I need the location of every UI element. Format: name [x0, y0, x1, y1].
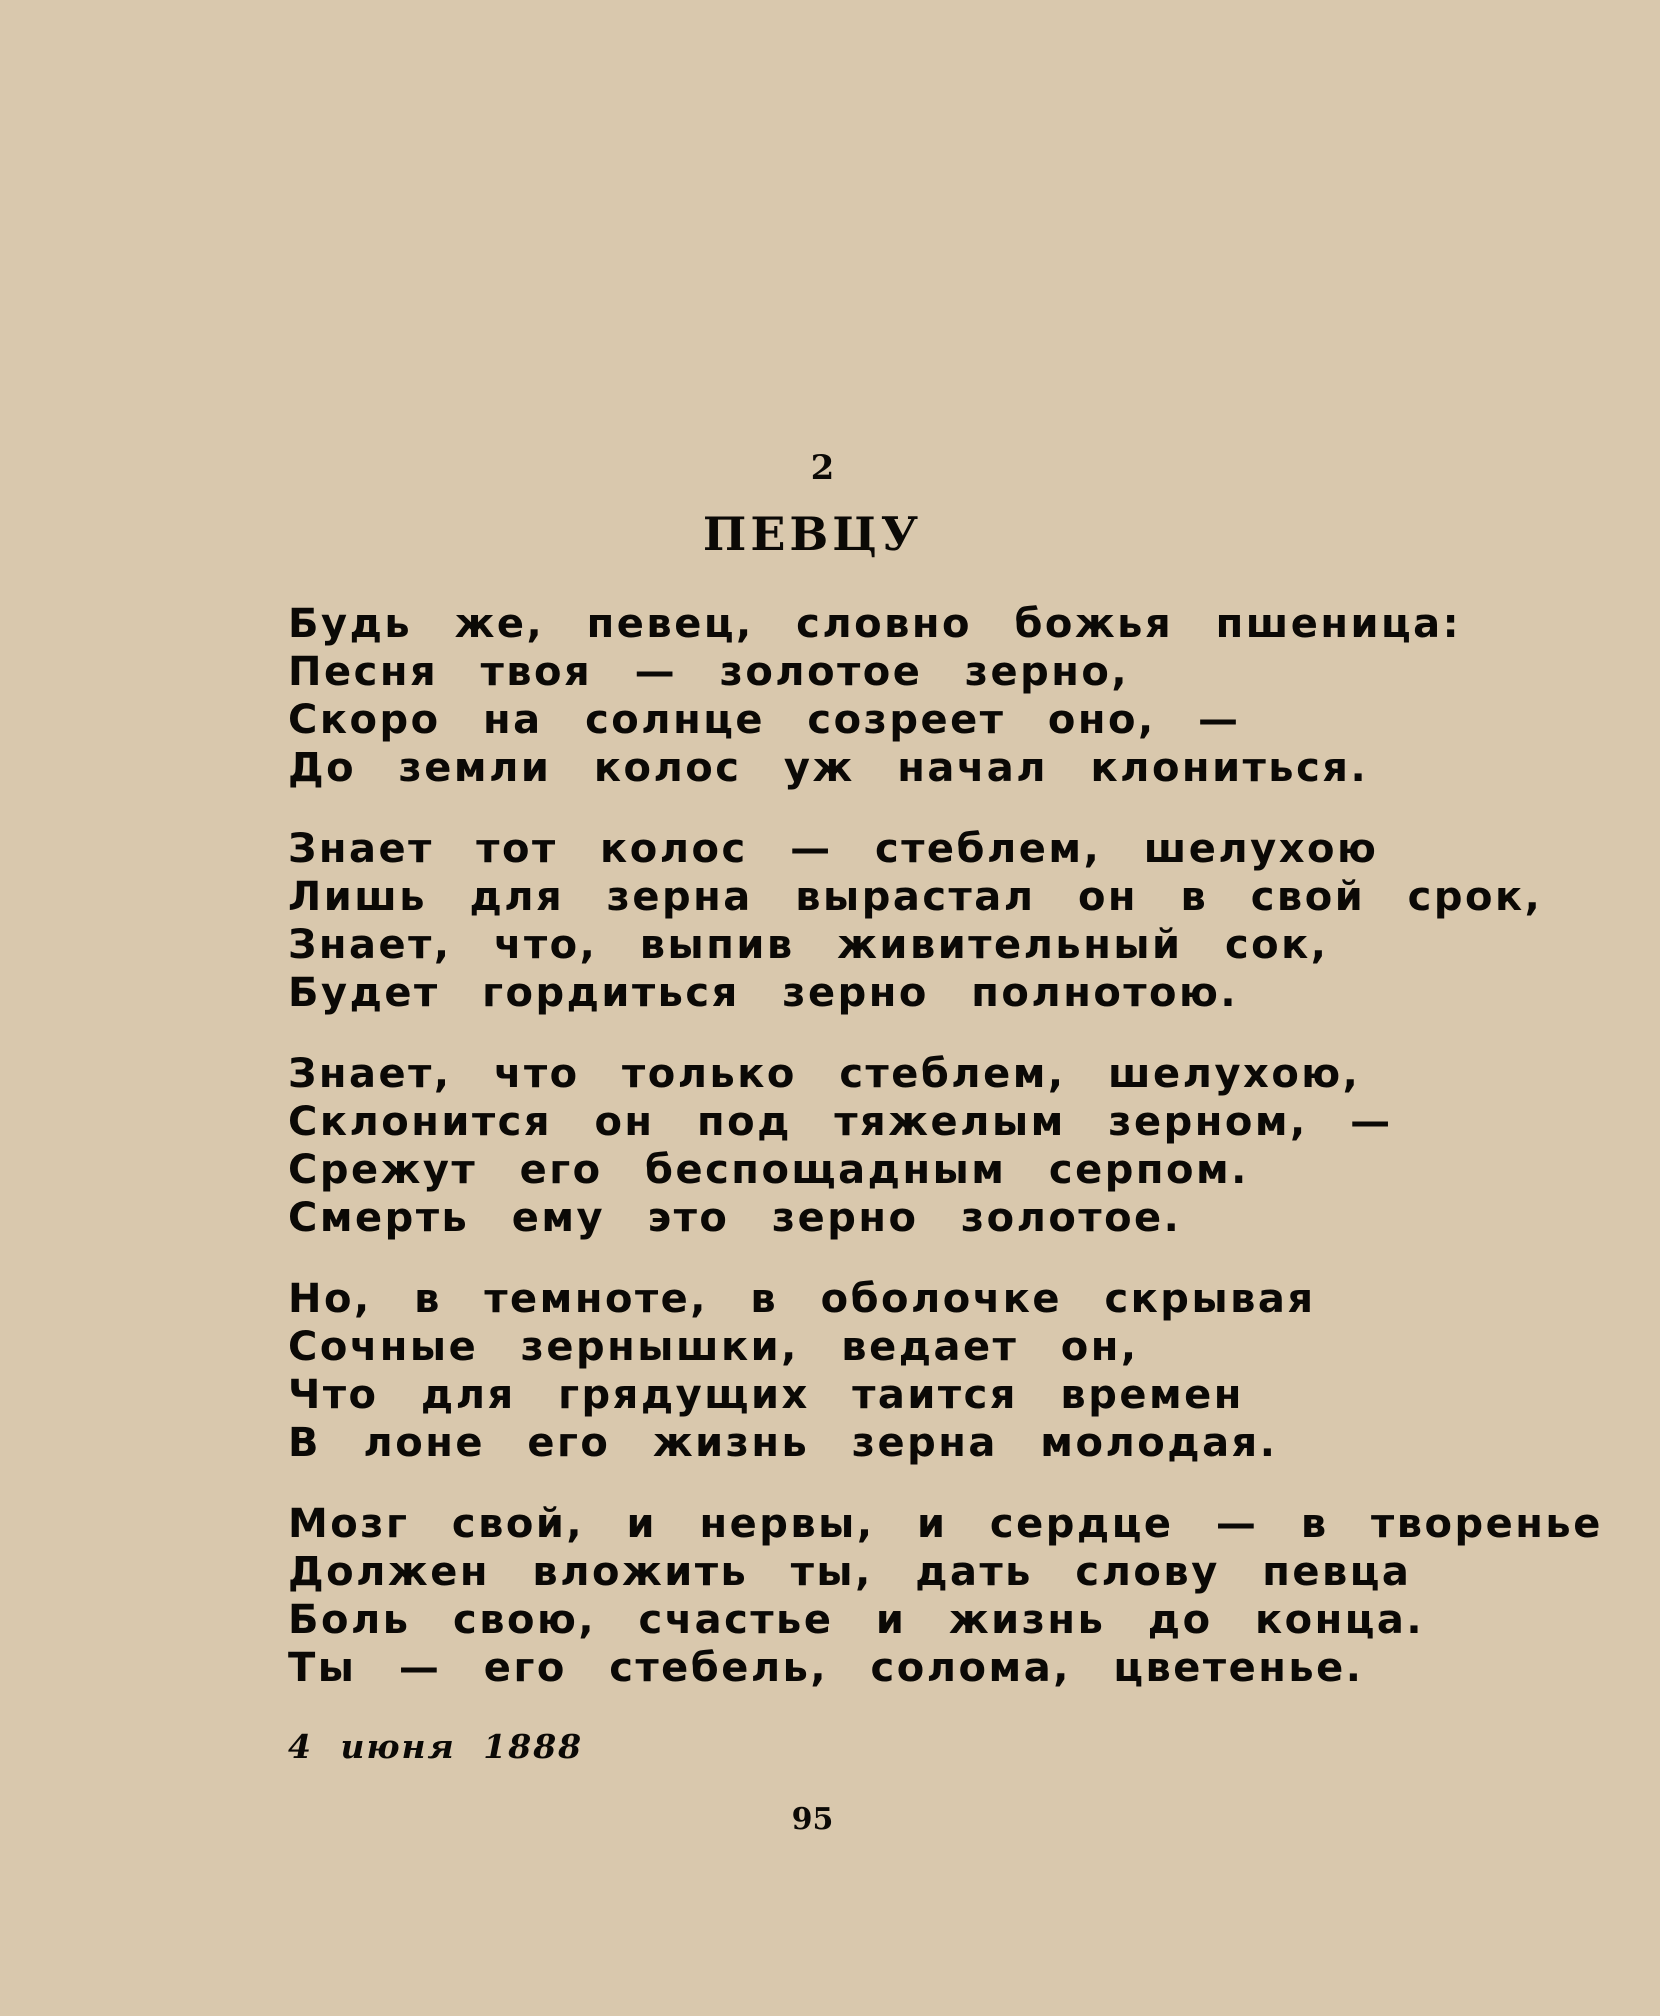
poem-line: Сочные зернышки, ведает он,: [288, 1324, 1139, 1370]
stanza-3: [288, 1050, 1588, 1242]
poem-line: Знает, что, выпив живительный сок,: [288, 922, 1329, 968]
poem-title: ПЕВЦУ: [702, 507, 923, 561]
poem-body: [288, 600, 1603, 1725]
poem-line: Боль свою, счастье и жизнь до конца.: [288, 1597, 1425, 1643]
poem-line: До земли колос уж начал клониться.: [288, 745, 1369, 791]
poem-line: Должен вложить ты, дать слову певца: [288, 1549, 1412, 1595]
poem-line: Песня твоя — золотое зерно,: [288, 649, 1130, 695]
poem-line: Ты — его стебель, солома, цветенье.: [288, 1645, 1364, 1691]
poem-line: В лоне его жизнь зерна молодая.: [288, 1420, 1278, 1466]
poem-line: Но, в темноте, в оболочке скрывая: [288, 1276, 1316, 1322]
poem-line: Знает тот колос — стеблем, шелухою: [288, 826, 1379, 872]
page-number: 95: [791, 1802, 834, 1837]
poem-line: Смерть ему это зерно золотое.: [288, 1195, 1182, 1241]
poem-line: Будет гордиться зерно полнотою.: [288, 970, 1239, 1016]
stanza-5: [288, 1500, 1603, 1692]
poem-date: 4 июня 1888: [288, 1727, 584, 1766]
poem-line: Скоро на солнце созреет оно, —: [288, 697, 1241, 743]
poem-line: Лишь для зерна вырастал он в свой срок,: [288, 874, 1543, 920]
poem-line: Срежут его беспощадным серпом.: [288, 1147, 1249, 1193]
stanza-1: [288, 600, 1588, 792]
poem-line: Знает, что только стеблем, шелухою,: [288, 1051, 1361, 1097]
stanza-2: [288, 825, 1588, 1017]
poem-line: Будь же, певец, словно божья пшеница:: [288, 601, 1462, 647]
stanza-4: [288, 1275, 1588, 1467]
poem-line: Склонится он под тяжелым зерном, —: [288, 1099, 1393, 1145]
poem-line: Мозг свой, и нервы, и сердце — в творенье: [288, 1501, 1603, 1547]
poem-number: 2: [810, 448, 835, 488]
poem-line: Что для грядущих таится времен: [288, 1372, 1244, 1418]
